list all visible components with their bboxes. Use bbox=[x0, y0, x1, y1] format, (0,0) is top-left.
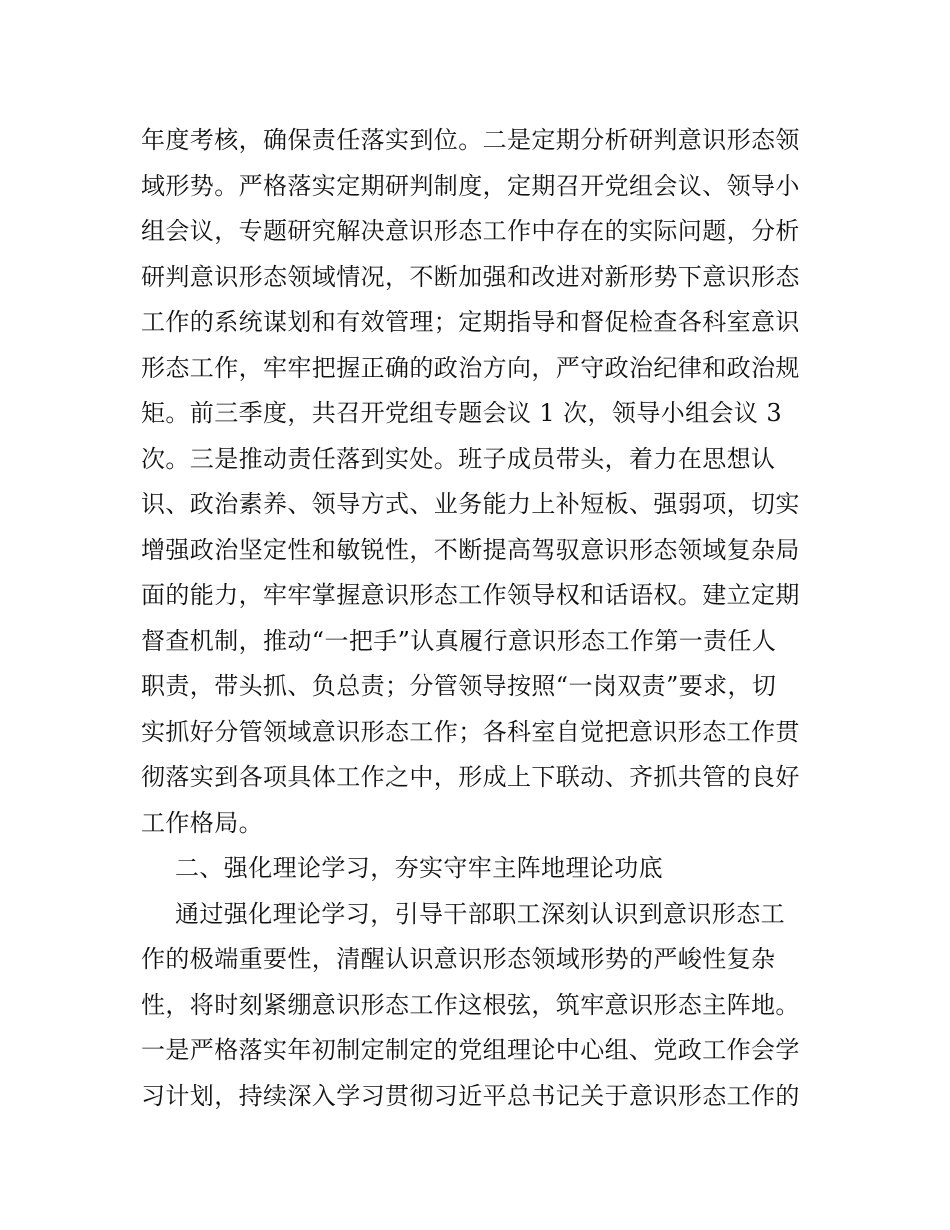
text-line: 次。三是推动责任落到实处。班子成员带头，着力在思想认 bbox=[141, 444, 776, 473]
text-line: 彻落实到各项具体工作之中，形成上下联动、齐抓共管的良好 bbox=[141, 763, 800, 791]
text-line: 工作的系统谋划和有效管理；定期指导和督促检查各科室意识 bbox=[141, 308, 800, 336]
text-line: 形态工作，牢牢把握正确的政治方向，严守政治纪律和政治规 bbox=[141, 353, 800, 382]
text-line: 识、政治素养、领导方式、业务能力上补短板、强弱项，切实 bbox=[141, 490, 800, 518]
text-line: 年度考核，确保责任落实到位。二是定期分析研判意识形态领 bbox=[141, 126, 800, 154]
text-line: 组会议，专题研究解决意识形态工作中存在的实际问题，分析 bbox=[141, 217, 800, 245]
text-line: 增强政治坚定性和敏锐性，不断提高驾驭意识形态领域复杂局 bbox=[141, 535, 800, 564]
document-body bbox=[141, 118, 813, 1119]
text-line: 一是严格落实年初制定制定的党组理论中心组、党政工作会学 bbox=[141, 1036, 800, 1064]
text-line: 面的能力，牢牢掌握意识形态工作领导权和话语权。建立定期 bbox=[141, 581, 800, 609]
text-line: 性，将时刻紧绷意识形态工作这根弦，筑牢意识形态主阵地。 bbox=[141, 990, 800, 1019]
section-heading: 二、强化理论学习，夯实守牢主阵地理论功底 bbox=[175, 854, 663, 882]
text-line: 通过强化理论学习，引导干部职工深刻认识到意识形态工 bbox=[175, 899, 785, 928]
text-line: 习计划，持续深入学习贯彻习近平总书记关于意识形态工作的 bbox=[141, 1081, 800, 1110]
text-line: 职责，带头抓、负总责；分管领导按照“一岗双责”要求，切 bbox=[141, 672, 777, 700]
text-line: 督查机制，推动“一把手”认真履行意识形态工作第一责任人 bbox=[141, 626, 777, 655]
text-line: 实抓好分管领域意识形态工作；各科室自觉把意识形态工作贯 bbox=[141, 717, 800, 746]
text-line: 作的极端重要性，清醒认识意识形态领域形势的严峻性复杂 bbox=[141, 945, 776, 973]
text-line: 工作格局。 bbox=[141, 808, 263, 837]
text-line: 矩。前三季度，共召开党组专题会议 1 次，领导小组会议 3 bbox=[141, 399, 783, 427]
text-line: 研判意识形态领域情况，不断加强和改进对新形势下意识形态 bbox=[141, 262, 800, 291]
text-line: 域形势。严格落实定期研判制度，定期召开党组会议、领导小 bbox=[141, 171, 800, 200]
